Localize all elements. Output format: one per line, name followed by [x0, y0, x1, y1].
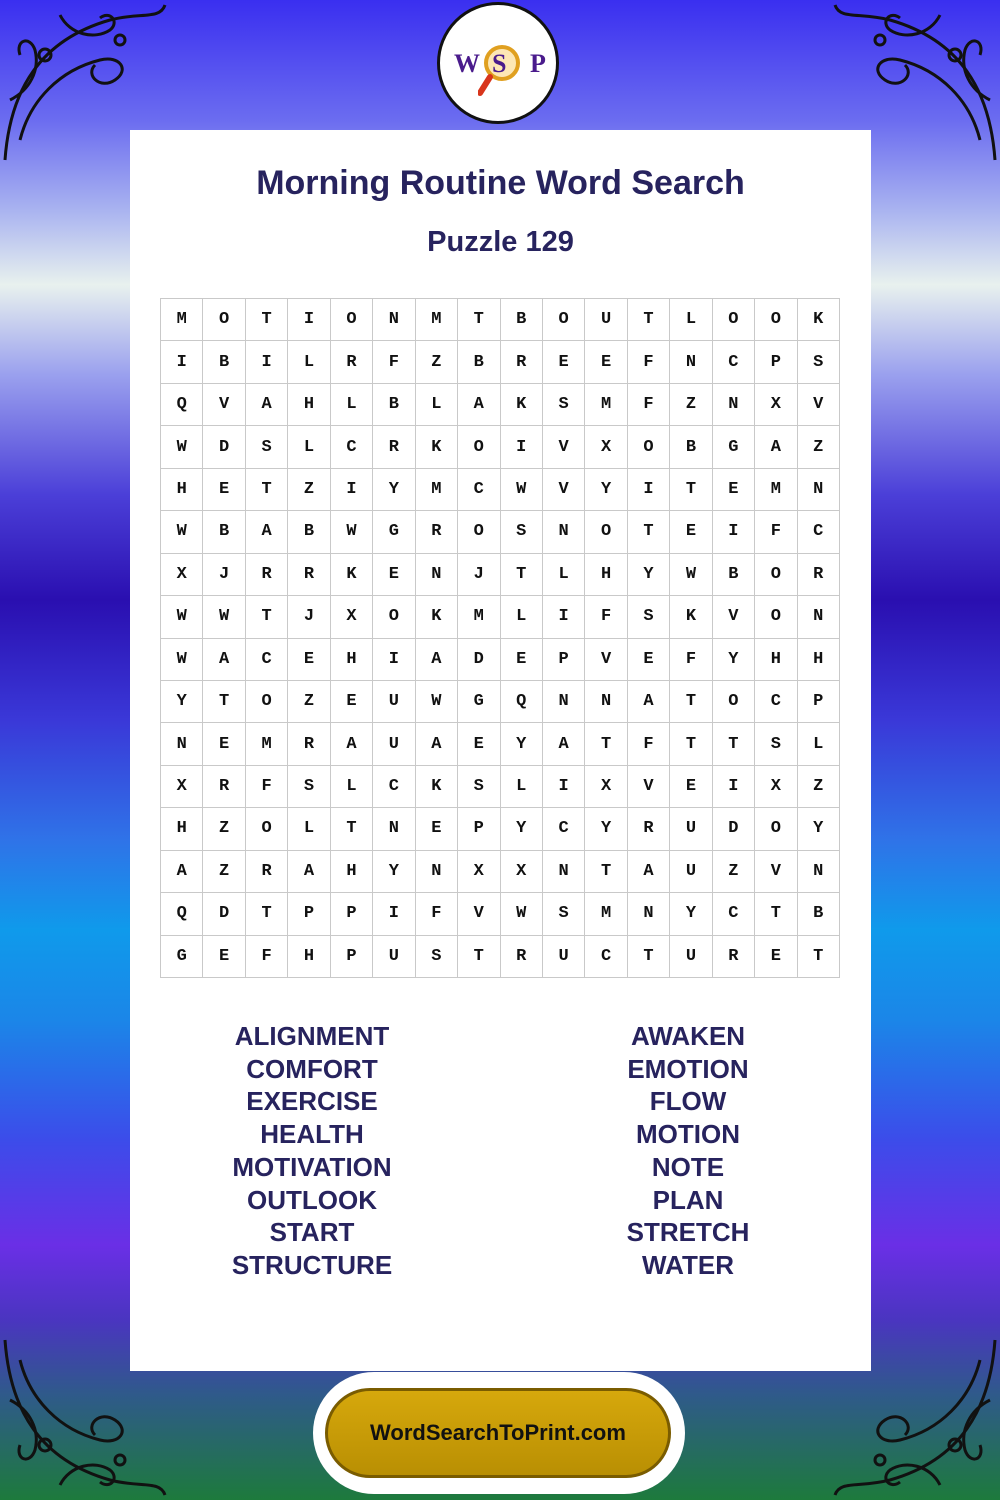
grid-cell[interactable]: K: [670, 596, 712, 638]
grid-cell[interactable]: K: [416, 426, 458, 468]
grid-cell[interactable]: P: [458, 808, 500, 850]
grid-cell[interactable]: C: [713, 341, 755, 383]
grid-cell[interactable]: T: [585, 851, 627, 893]
grid-cell[interactable]: E: [373, 554, 415, 596]
grid-cell[interactable]: F: [373, 341, 415, 383]
grid-cell[interactable]: U: [585, 299, 627, 341]
grid-cell[interactable]: F: [585, 596, 627, 638]
grid-cell[interactable]: U: [373, 723, 415, 765]
grid-cell[interactable]: E: [670, 766, 712, 808]
grid-cell[interactable]: T: [670, 723, 712, 765]
grid-cell[interactable]: M: [755, 469, 797, 511]
grid-cell[interactable]: W: [161, 426, 203, 468]
grid-cell[interactable]: H: [331, 639, 373, 681]
grid-cell[interactable]: C: [585, 936, 627, 978]
grid-cell[interactable]: O: [246, 681, 288, 723]
word-list-item: FLOW: [649, 1086, 727, 1117]
grid-cell[interactable]: E: [416, 808, 458, 850]
word-list-item: MOTIVATION: [232, 1151, 392, 1182]
grid-cell[interactable]: N: [585, 681, 627, 723]
grid-cell[interactable]: Z: [203, 808, 245, 850]
grid-cell[interactable]: U: [670, 808, 712, 850]
grid-cell[interactable]: R: [628, 808, 670, 850]
grid-cell[interactable]: R: [713, 936, 755, 978]
grid-cell[interactable]: O: [373, 596, 415, 638]
grid-cell[interactable]: E: [543, 341, 585, 383]
grid-cell[interactable]: M: [458, 596, 500, 638]
grid-cell[interactable]: V: [798, 384, 840, 426]
grid-cell[interactable]: E: [288, 639, 330, 681]
grid-cell[interactable]: T: [755, 893, 797, 935]
grid-cell[interactable]: L: [288, 426, 330, 468]
grid-cell[interactable]: D: [203, 893, 245, 935]
grid-cell[interactable]: T: [628, 511, 670, 553]
grid-cell[interactable]: O: [246, 808, 288, 850]
grid-cell[interactable]: O: [458, 426, 500, 468]
grid-cell[interactable]: X: [755, 384, 797, 426]
grid-cell[interactable]: W: [416, 681, 458, 723]
grid-cell[interactable]: H: [755, 639, 797, 681]
grid-cell[interactable]: G: [713, 426, 755, 468]
word-list-left: [162, 1020, 462, 1282]
grid-cell[interactable]: R: [203, 766, 245, 808]
grid-cell[interactable]: M: [585, 893, 627, 935]
grid-cell[interactable]: X: [501, 851, 543, 893]
grid-cell[interactable]: V: [543, 469, 585, 511]
grid-cell[interactable]: I: [501, 426, 543, 468]
grid-cell[interactable]: I: [628, 469, 670, 511]
word-list-item: STRETCH: [626, 1217, 750, 1248]
grid-cell[interactable]: L: [670, 299, 712, 341]
grid-cell[interactable]: M: [161, 299, 203, 341]
grid-cell[interactable]: K: [416, 766, 458, 808]
grid-cell[interactable]: F: [628, 341, 670, 383]
grid-cell[interactable]: D: [203, 426, 245, 468]
grid-cell[interactable]: G: [458, 681, 500, 723]
grid-cell[interactable]: A: [458, 384, 500, 426]
grid-cell[interactable]: B: [288, 511, 330, 553]
grid-cell[interactable]: I: [331, 469, 373, 511]
word-list-right: [538, 1020, 838, 1282]
website-button[interactable]: WordSearchToPrint.com: [325, 1388, 671, 1478]
grid-cell[interactable]: Y: [161, 681, 203, 723]
grid-cell[interactable]: S: [458, 766, 500, 808]
grid-cell[interactable]: W: [670, 554, 712, 596]
grid-cell[interactable]: O: [713, 681, 755, 723]
grid-cell[interactable]: H: [798, 639, 840, 681]
grid-cell[interactable]: L: [288, 808, 330, 850]
grid-cell[interactable]: T: [458, 936, 500, 978]
grid-cell[interactable]: V: [628, 766, 670, 808]
grid-cell[interactable]: T: [246, 596, 288, 638]
grid-cell[interactable]: L: [501, 766, 543, 808]
word-list-item: AWAKEN: [630, 1021, 746, 1051]
grid-cell[interactable]: X: [458, 851, 500, 893]
grid-cell[interactable]: S: [755, 723, 797, 765]
grid-cell[interactable]: A: [416, 639, 458, 681]
grid-cell[interactable]: B: [798, 893, 840, 935]
grid-cell[interactable]: Y: [585, 808, 627, 850]
grid-cell[interactable]: M: [416, 469, 458, 511]
grid-cell[interactable]: K: [501, 384, 543, 426]
grid-cell[interactable]: E: [203, 723, 245, 765]
grid-cell[interactable]: C: [543, 808, 585, 850]
grid-cell[interactable]: H: [161, 808, 203, 850]
word-list-item: HEALTH: [260, 1119, 364, 1150]
grid-cell[interactable]: M: [416, 299, 458, 341]
grid-cell[interactable]: V: [543, 426, 585, 468]
word-list-item: OUTLOOK: [247, 1184, 377, 1215]
grid-cell[interactable]: X: [585, 766, 627, 808]
grid-cell[interactable]: B: [501, 299, 543, 341]
grid-cell[interactable]: G: [373, 511, 415, 553]
grid-cell[interactable]: M: [246, 723, 288, 765]
grid-cell[interactable]: O: [585, 511, 627, 553]
grid-cell[interactable]: X: [585, 426, 627, 468]
wsp-logo: [437, 2, 559, 124]
grid-cell[interactable]: N: [373, 808, 415, 850]
grid-cell[interactable]: W: [161, 639, 203, 681]
grid-cell[interactable]: W: [501, 469, 543, 511]
grid-cell[interactable]: S: [543, 893, 585, 935]
word-list-item: PLAN: [652, 1184, 724, 1215]
grid-cell[interactable]: N: [373, 299, 415, 341]
grid-cell[interactable]: A: [246, 511, 288, 553]
grid-cell[interactable]: Q: [161, 893, 203, 935]
grid-cell[interactable]: O: [543, 299, 585, 341]
grid-cell[interactable]: W: [161, 511, 203, 553]
word-list-item: STRUCTURE: [231, 1249, 393, 1280]
grid-cell[interactable]: I: [543, 596, 585, 638]
grid-cell[interactable]: N: [161, 723, 203, 765]
magnifier-icon: [478, 41, 538, 101]
grid-cell[interactable]: N: [713, 384, 755, 426]
grid-cell[interactable]: R: [246, 554, 288, 596]
grid-cell[interactable]: P: [798, 681, 840, 723]
grid-cell[interactable]: T: [246, 469, 288, 511]
grid-cell[interactable]: U: [670, 851, 712, 893]
grid-cell[interactable]: R: [373, 426, 415, 468]
grid-cell[interactable]: Z: [713, 851, 755, 893]
grid-cell[interactable]: O: [755, 554, 797, 596]
grid-cell[interactable]: A: [203, 639, 245, 681]
grid-cell[interactable]: S: [798, 341, 840, 383]
grid-cell[interactable]: R: [246, 851, 288, 893]
grid-cell[interactable]: T: [246, 893, 288, 935]
grid-cell[interactable]: S: [246, 426, 288, 468]
word-list-item: ALIGNMENT: [234, 1021, 390, 1051]
grid-cell[interactable]: Z: [288, 681, 330, 723]
grid-cell[interactable]: T: [628, 299, 670, 341]
grid-cell[interactable]: E: [203, 469, 245, 511]
grid-cell[interactable]: W: [331, 511, 373, 553]
grid-cell[interactable]: W: [203, 596, 245, 638]
grid-cell[interactable]: Z: [798, 766, 840, 808]
grid-cell[interactable]: A: [288, 851, 330, 893]
grid-cell[interactable]: N: [416, 554, 458, 596]
word-list-item: EMOTION: [627, 1053, 749, 1084]
grid-cell[interactable]: R: [501, 341, 543, 383]
grid-cell[interactable]: G: [161, 936, 203, 978]
grid-cell[interactable]: I: [713, 511, 755, 553]
grid-cell[interactable]: C: [246, 639, 288, 681]
grid-cell[interactable]: N: [798, 469, 840, 511]
grid-cell[interactable]: I: [373, 639, 415, 681]
grid-cell[interactable]: U: [373, 681, 415, 723]
grid-cell[interactable]: T: [628, 936, 670, 978]
puzzle-number: Puzzle 129: [427, 226, 574, 258]
grid-cell[interactable]: T: [203, 681, 245, 723]
grid-cell[interactable]: H: [288, 936, 330, 978]
grid-cell[interactable]: A: [755, 426, 797, 468]
grid-cell[interactable]: I: [543, 766, 585, 808]
website-badge: [313, 1372, 685, 1494]
grid-cell[interactable]: H: [331, 851, 373, 893]
grid-cell[interactable]: E: [458, 723, 500, 765]
grid-cell[interactable]: S: [288, 766, 330, 808]
grid-cell[interactable]: T: [798, 936, 840, 978]
grid-cell[interactable]: A: [246, 384, 288, 426]
grid-cell[interactable]: N: [543, 851, 585, 893]
grid-cell[interactable]: H: [585, 554, 627, 596]
grid-cell[interactable]: K: [798, 299, 840, 341]
grid-cell[interactable]: N: [543, 681, 585, 723]
logo-letter-w: W: [454, 49, 480, 78]
grid-cell[interactable]: B: [373, 384, 415, 426]
grid-cell[interactable]: X: [755, 766, 797, 808]
grid-cell[interactable]: E: [501, 639, 543, 681]
grid-cell[interactable]: R: [288, 554, 330, 596]
grid-cell[interactable]: I: [288, 299, 330, 341]
grid-cell[interactable]: N: [670, 341, 712, 383]
grid-cell[interactable]: Y: [373, 469, 415, 511]
grid-cell[interactable]: F: [628, 384, 670, 426]
grid-cell[interactable]: O: [331, 299, 373, 341]
grid-cell[interactable]: V: [458, 893, 500, 935]
logo-letter-s: S: [492, 49, 507, 78]
grid-cell[interactable]: X: [331, 596, 373, 638]
grid-cell[interactable]: N: [416, 851, 458, 893]
grid-cell[interactable]: F: [755, 511, 797, 553]
grid-cell[interactable]: O: [713, 299, 755, 341]
grid-cell[interactable]: O: [458, 511, 500, 553]
grid-cell[interactable]: J: [458, 554, 500, 596]
grid-cell[interactable]: O: [203, 299, 245, 341]
word-list-item: START: [269, 1217, 355, 1248]
grid-cell[interactable]: U: [373, 936, 415, 978]
logo-letter-p: P: [530, 49, 546, 78]
word-list-item: COMFORT: [246, 1053, 378, 1084]
grid-cell[interactable]: R: [501, 936, 543, 978]
grid-cell[interactable]: W: [501, 893, 543, 935]
grid-cell[interactable]: Y: [585, 469, 627, 511]
grid-cell[interactable]: S: [501, 511, 543, 553]
grid-cell[interactable]: B: [670, 426, 712, 468]
grid-cell[interactable]: I: [713, 766, 755, 808]
grid-cell[interactable]: L: [501, 596, 543, 638]
grid-cell[interactable]: T: [331, 808, 373, 850]
grid-cell[interactable]: O: [755, 299, 797, 341]
grid-cell[interactable]: A: [416, 723, 458, 765]
grid-cell[interactable]: H: [288, 384, 330, 426]
grid-cell[interactable]: O: [755, 808, 797, 850]
grid-cell[interactable]: C: [331, 426, 373, 468]
grid-cell[interactable]: Y: [670, 893, 712, 935]
grid-cell[interactable]: I: [373, 893, 415, 935]
letter-grid: [160, 298, 840, 978]
grid-cell[interactable]: A: [543, 723, 585, 765]
grid-cell[interactable]: V: [755, 851, 797, 893]
grid-cell[interactable]: T: [670, 469, 712, 511]
grid-cell[interactable]: L: [543, 554, 585, 596]
grid-cell[interactable]: R: [798, 554, 840, 596]
grid-cell[interactable]: D: [458, 639, 500, 681]
grid-cell[interactable]: T: [246, 299, 288, 341]
grid-cell[interactable]: A: [628, 851, 670, 893]
grid-cell[interactable]: Y: [713, 639, 755, 681]
grid-cell[interactable]: F: [670, 639, 712, 681]
grid-cell[interactable]: V: [585, 639, 627, 681]
grid-cell[interactable]: C: [798, 511, 840, 553]
grid-cell[interactable]: N: [628, 893, 670, 935]
grid-cell[interactable]: B: [458, 341, 500, 383]
grid-cell[interactable]: V: [713, 596, 755, 638]
grid-cell[interactable]: T: [713, 723, 755, 765]
page-title: Morning Routine Word Search: [256, 164, 745, 202]
grid-cell[interactable]: P: [755, 341, 797, 383]
word-list-item: WATER: [642, 1249, 734, 1280]
grid-cell[interactable]: K: [416, 596, 458, 638]
word-list-item: EXERCISE: [246, 1086, 378, 1117]
grid-cell[interactable]: F: [628, 723, 670, 765]
grid-cell[interactable]: P: [543, 639, 585, 681]
grid-cell[interactable]: M: [585, 384, 627, 426]
grid-cell[interactable]: C: [713, 893, 755, 935]
grid-cell[interactable]: L: [288, 341, 330, 383]
grid-cell[interactable]: T: [670, 681, 712, 723]
grid-cell[interactable]: B: [713, 554, 755, 596]
grid-cell[interactable]: N: [798, 851, 840, 893]
grid-cell[interactable]: F: [416, 893, 458, 935]
grid-cell[interactable]: Y: [798, 808, 840, 850]
grid-cell[interactable]: Z: [416, 341, 458, 383]
grid-cell[interactable]: R: [288, 723, 330, 765]
grid-cell[interactable]: B: [203, 511, 245, 553]
grid-cell[interactable]: E: [331, 681, 373, 723]
grid-cell[interactable]: T: [501, 554, 543, 596]
grid-cell[interactable]: Q: [161, 384, 203, 426]
grid-cell[interactable]: V: [203, 384, 245, 426]
grid-cell[interactable]: N: [543, 511, 585, 553]
grid-cell[interactable]: C: [755, 681, 797, 723]
grid-cell[interactable]: L: [798, 723, 840, 765]
grid-cell[interactable]: L: [331, 384, 373, 426]
grid-cell[interactable]: O: [628, 426, 670, 468]
grid-cell[interactable]: J: [288, 596, 330, 638]
grid-cell[interactable]: N: [798, 596, 840, 638]
grid-cell[interactable]: L: [331, 766, 373, 808]
grid-cell[interactable]: O: [755, 596, 797, 638]
grid-cell[interactable]: B: [203, 341, 245, 383]
word-list-item: NOTE: [651, 1151, 725, 1182]
grid-cell[interactable]: E: [755, 936, 797, 978]
grid-cell[interactable]: P: [331, 936, 373, 978]
grid-cell[interactable]: Y: [373, 851, 415, 893]
grid-cell[interactable]: S: [628, 596, 670, 638]
grid-cell[interactable]: H: [161, 469, 203, 511]
grid-cell[interactable]: E: [670, 511, 712, 553]
grid-cell[interactable]: E: [713, 469, 755, 511]
grid-cell[interactable]: X: [161, 766, 203, 808]
grid-cell[interactable]: F: [246, 766, 288, 808]
grid-cell[interactable]: A: [628, 681, 670, 723]
grid-cell[interactable]: S: [543, 384, 585, 426]
grid-cell[interactable]: Y: [501, 723, 543, 765]
grid-cell[interactable]: E: [203, 936, 245, 978]
grid-cell[interactable]: U: [670, 936, 712, 978]
grid-cell[interactable]: Z: [798, 426, 840, 468]
grid-cell[interactable]: E: [628, 639, 670, 681]
grid-cell[interactable]: R: [416, 511, 458, 553]
grid-cell[interactable]: Z: [670, 384, 712, 426]
grid-cell[interactable]: C: [373, 766, 415, 808]
grid-cell[interactable]: D: [713, 808, 755, 850]
grid-cell[interactable]: T: [585, 723, 627, 765]
grid-cell[interactable]: A: [161, 851, 203, 893]
grid-cell[interactable]: F: [246, 936, 288, 978]
grid-cell[interactable]: Z: [288, 469, 330, 511]
grid-cell[interactable]: W: [161, 596, 203, 638]
grid-cell[interactable]: K: [331, 554, 373, 596]
grid-cell[interactable]: Y: [501, 808, 543, 850]
grid-cell[interactable]: P: [331, 893, 373, 935]
grid-cell[interactable]: X: [161, 554, 203, 596]
grid-cell[interactable]: Q: [501, 681, 543, 723]
grid-cell[interactable]: E: [585, 341, 627, 383]
grid-cell[interactable]: A: [331, 723, 373, 765]
grid-cell[interactable]: P: [288, 893, 330, 935]
grid-cell[interactable]: S: [416, 936, 458, 978]
grid-cell[interactable]: Y: [628, 554, 670, 596]
word-list-item: MOTION: [636, 1119, 740, 1150]
grid-cell[interactable]: L: [416, 384, 458, 426]
grid-cell[interactable]: C: [458, 469, 500, 511]
grid-cell[interactable]: Z: [203, 851, 245, 893]
grid-cell[interactable]: J: [203, 554, 245, 596]
grid-cell[interactable]: U: [543, 936, 585, 978]
grid-cell[interactable]: I: [161, 341, 203, 383]
grid-cell[interactable]: I: [246, 341, 288, 383]
grid-cell[interactable]: R: [331, 341, 373, 383]
grid-cell[interactable]: T: [458, 299, 500, 341]
